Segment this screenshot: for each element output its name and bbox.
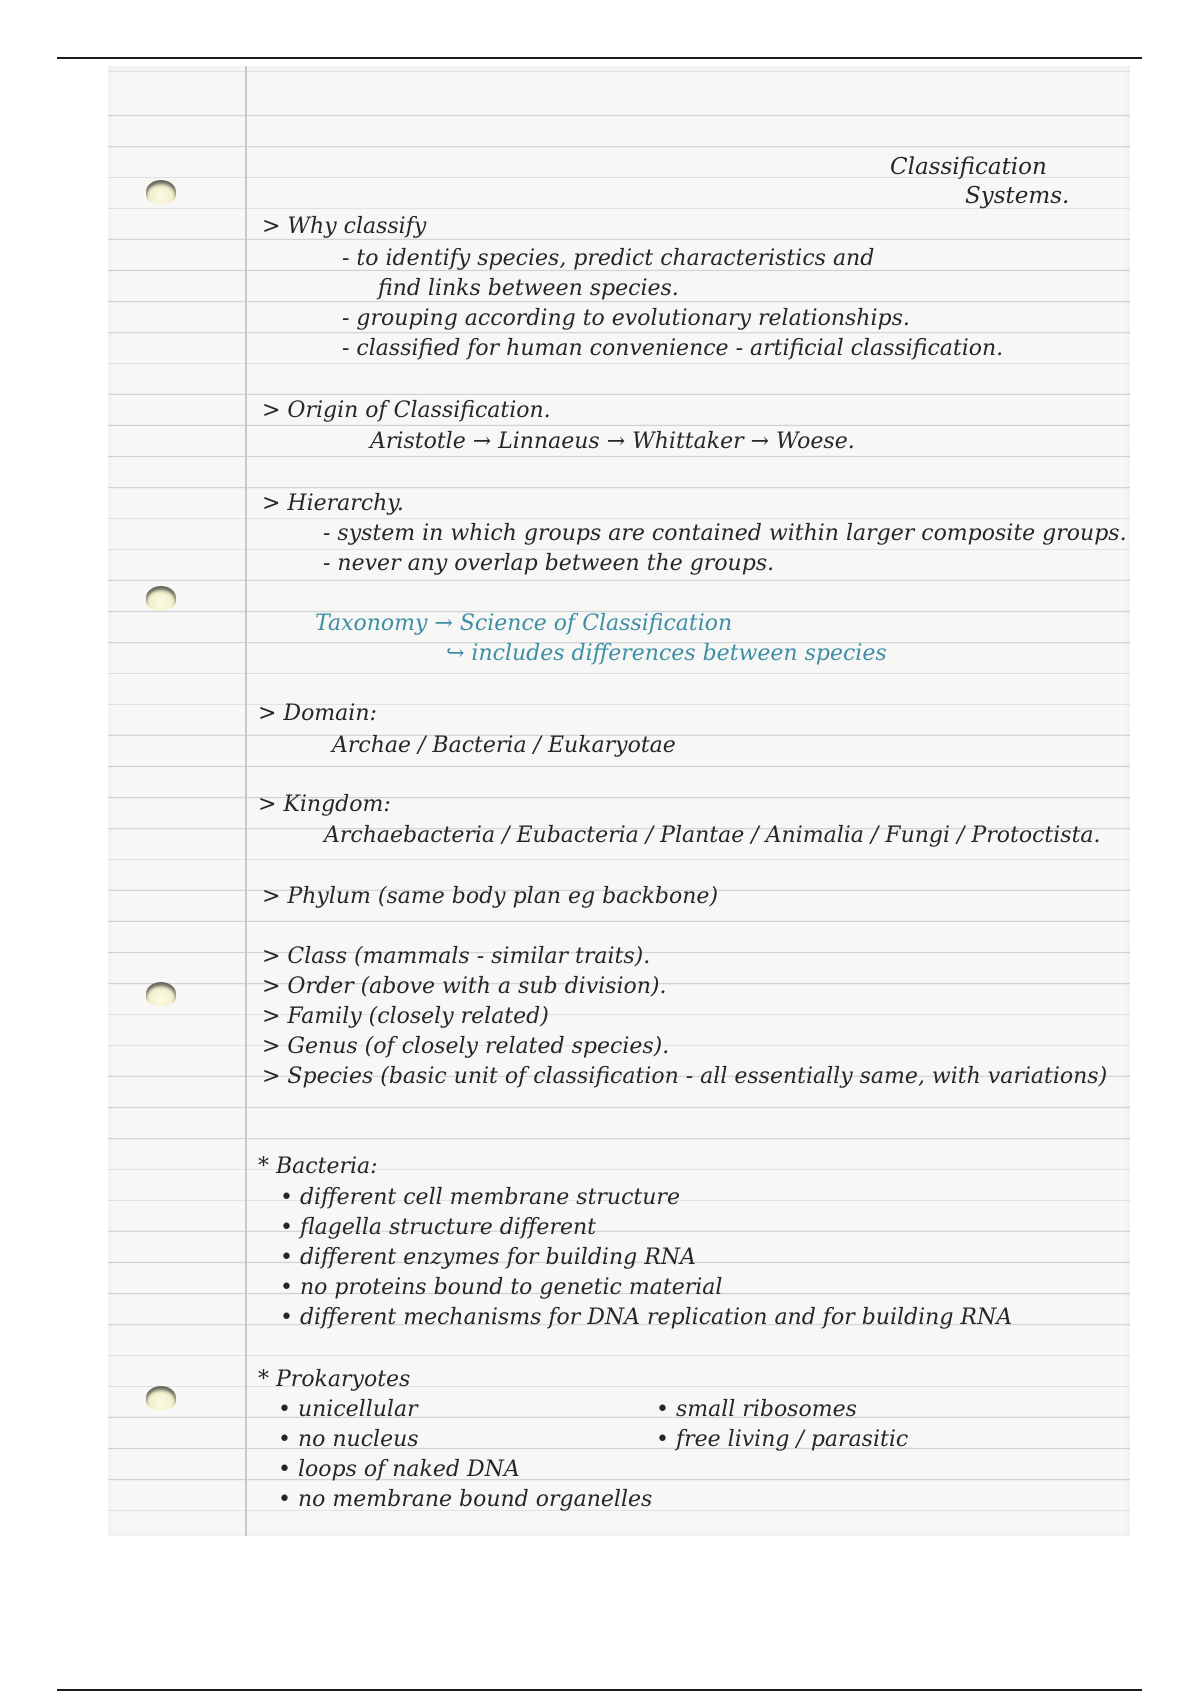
order-line: > Order (above with a sub division). (262, 974, 667, 999)
why-bullet-1b: find links between species. (378, 276, 679, 301)
bacteria-item: • different mechanisms for DNA replication and for building RNA (280, 1305, 1013, 1330)
bottom-rule (57, 1689, 1142, 1691)
prokaryotes-item: • unicellular (278, 1397, 418, 1422)
hierarchy-bullet-2: - never any overlap between the groups. (323, 551, 775, 576)
punch-hole (146, 586, 176, 610)
class-line: > Class (mammals - similar traits). (262, 944, 651, 969)
domain-line: Archae / Bacteria / Eukaryotae (332, 733, 676, 758)
bacteria-item: • flagella structure different (280, 1215, 596, 1240)
taxonomy-line-2: ↪ includes differences between species (446, 641, 887, 666)
hierarchy-heading: > Hierarchy. (262, 491, 404, 516)
punch-hole (146, 180, 176, 204)
prokaryotes-item: • no nucleus (278, 1427, 419, 1452)
family-line: > Family (closely related) (262, 1004, 549, 1029)
bacteria-item: • different cell membrane structure (280, 1185, 680, 1210)
page-title-line2: Systems. (965, 183, 1070, 209)
phylum-line: > Phylum (same body plan eg backbone) (262, 884, 719, 909)
punch-hole (146, 1386, 176, 1410)
prokaryotes-item: • free living / parasitic (656, 1427, 909, 1452)
origin-heading: > Origin of Classification. (262, 398, 551, 423)
kingdom-heading: > Kingdom: (258, 792, 391, 817)
species-line: > Species (basic unit of classification - all essentially same, with variations) (262, 1064, 1108, 1089)
why-bullet-2: - grouping according to evolutionary relationships. (342, 306, 910, 331)
page-title-line1: Classification (890, 154, 1047, 180)
kingdom-line: Archaebacteria / Eubacteria / Plantae / Animalia / Fungi / Protoctista. (324, 823, 1101, 848)
bacteria-item: • no proteins bound to genetic material (280, 1275, 723, 1300)
hierarchy-bullet-1: - system in which groups are contained within larger composite groups. (323, 521, 1127, 546)
origin-line: Aristotle → Linnaeus → Whittaker → Woese. (370, 429, 855, 454)
prokaryotes-item: • loops of naked DNA (278, 1457, 520, 1482)
bacteria-item: • different enzymes for building RNA (280, 1245, 696, 1270)
prokaryotes-heading: * Prokaryotes (258, 1367, 411, 1392)
taxonomy-line-1: Taxonomy → Science of Classification (315, 611, 733, 636)
margin-line (245, 66, 247, 1536)
why-bullet-1a: - to identify species, predict characteristics and (342, 246, 875, 271)
prokaryotes-item: • no membrane bound organelles (278, 1487, 653, 1512)
bacteria-heading: * Bacteria: (258, 1154, 378, 1179)
punch-hole (146, 982, 176, 1006)
genus-line: > Genus (of closely related species). (262, 1034, 670, 1059)
top-rule (57, 57, 1142, 59)
why-bullet-3: - classified for human convenience - artificial classification. (342, 336, 1004, 361)
domain-heading: > Domain: (258, 701, 377, 726)
why-heading: > Why classify (262, 214, 427, 239)
prokaryotes-item: • small ribosomes (656, 1397, 857, 1422)
